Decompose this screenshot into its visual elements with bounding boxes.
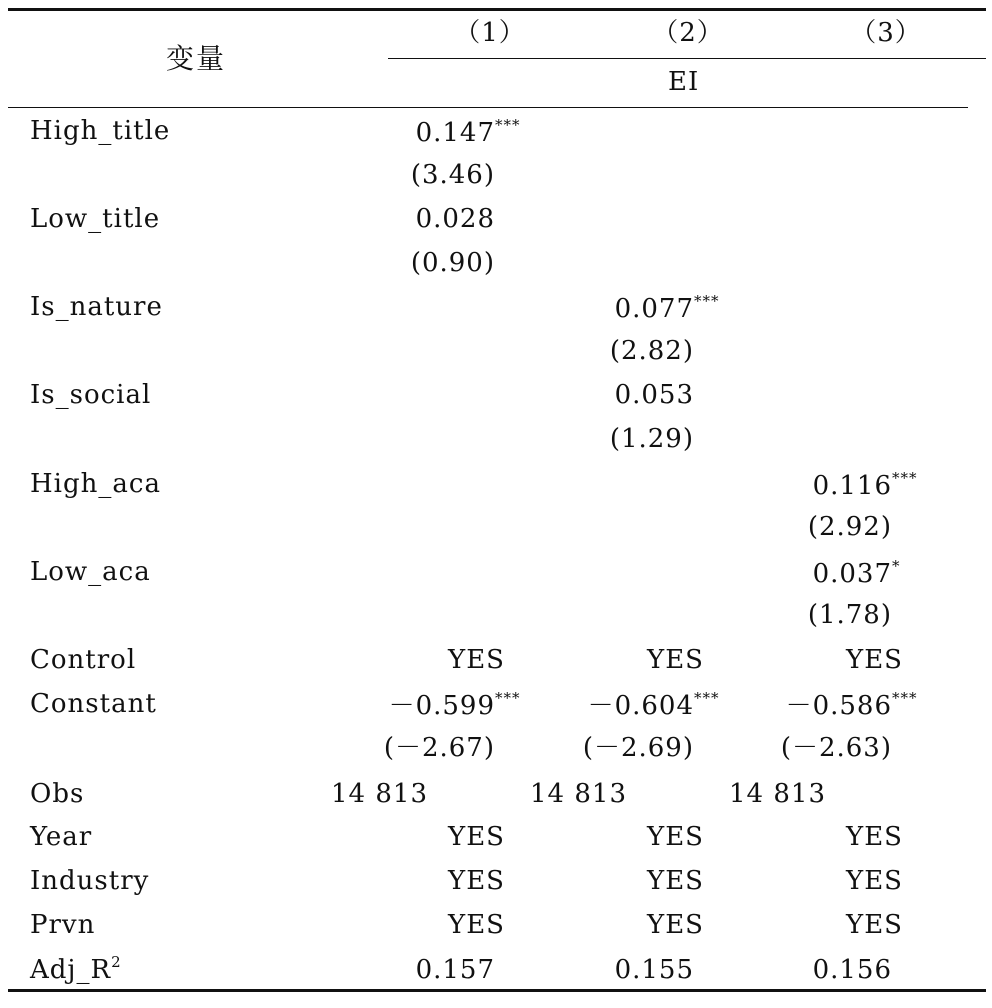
row-label-adj-r2: $Adj\_R^2$ (30, 953, 122, 985)
header-rule (8, 107, 968, 108)
control-value-1: YES (448, 645, 505, 675)
prvn-value-3: YES (846, 910, 903, 940)
row-label-high-title: High_title (30, 116, 171, 146)
coef-high-aca: 0.116 *** (692, 471, 892, 501)
industry-value-1: YES (448, 866, 505, 896)
coef-constant-2: －0.604 *** (494, 691, 694, 721)
significance-stars: *** (892, 689, 918, 707)
row-label-prvn: Prvn (30, 910, 96, 940)
row-label-control: Control (30, 645, 137, 675)
row-label-high-aca: High_aca (30, 469, 161, 499)
significance-stars: *** (892, 469, 918, 487)
coef-constant-1: －0.599 *** (295, 691, 495, 721)
significance-stars: *** (495, 116, 521, 134)
prvn-value-2: YES (647, 910, 704, 940)
obs-value-1: 14 813 (331, 779, 428, 809)
top-rule (8, 8, 986, 11)
industry-value-3: YES (846, 866, 903, 896)
year-value-1: YES (448, 822, 505, 852)
significance-stars: *** (495, 689, 521, 707)
adj-r2-value-2: 0.155 (614, 955, 694, 985)
tstat-is-nature: (2.82) (609, 336, 694, 366)
tstat-constant-1: (－2.67) (383, 733, 495, 763)
tstat-low-aca: (1.78) (807, 600, 892, 630)
tstat-high-title: (3.46) (410, 160, 495, 190)
tstat-low-title: (0.90) (410, 248, 495, 278)
tstat-constant-2: (－2.69) (582, 733, 694, 763)
superscript-2: 2 (111, 953, 122, 971)
row-label-year: Year (30, 822, 93, 852)
year-value-2: YES (647, 822, 704, 852)
adj-r2-value-1: 0.157 (415, 955, 495, 985)
significance-stars: *** (694, 689, 720, 707)
coef-high-title: 0.147 *** (295, 118, 495, 148)
coef-low-aca: 0.037 * (692, 559, 892, 589)
obs-value-3: 14 813 (729, 779, 826, 809)
bottom-rule (8, 989, 986, 992)
prvn-value-1: YES (448, 910, 505, 940)
row-label-low-title: Low_title (30, 204, 161, 234)
year-value-3: YES (846, 822, 903, 852)
header-sub-rule (388, 58, 986, 59)
tstat-is-social: (1.29) (609, 424, 694, 454)
coef-is-social: 0.053 (614, 380, 694, 410)
column-header-3: （3） (850, 18, 922, 48)
control-value-3: YES (846, 645, 903, 675)
significance-stars: * (892, 557, 901, 575)
row-label-obs: Obs (30, 779, 85, 809)
coef-constant-3: －0.586 *** (692, 691, 892, 721)
tstat-high-aca: (2.92) (807, 512, 892, 542)
row-label-industry: Industry (30, 866, 150, 896)
significance-stars: *** (694, 292, 720, 310)
row-label-low-aca: Low_aca (30, 557, 151, 587)
column-header-1: （1） (454, 18, 526, 48)
tstat-constant-3: (－2.63) (780, 733, 892, 763)
dependent-variable-label: EI (668, 67, 700, 97)
coef-low-title: 0.028 (415, 204, 495, 234)
column-header-2: （2） (652, 18, 724, 48)
obs-value-2: 14 813 (530, 779, 627, 809)
row-label-constant: Constant (30, 689, 157, 719)
coef-is-nature: 0.077 *** (494, 294, 694, 324)
variable-header: 变量 (166, 42, 227, 75)
row-label-is-nature: Is_nature (30, 292, 163, 322)
control-value-2: YES (647, 645, 704, 675)
industry-value-2: YES (647, 866, 704, 896)
row-label-is-social: Is_social (30, 380, 152, 410)
adj-r2-value-3: 0.156 (812, 955, 892, 985)
